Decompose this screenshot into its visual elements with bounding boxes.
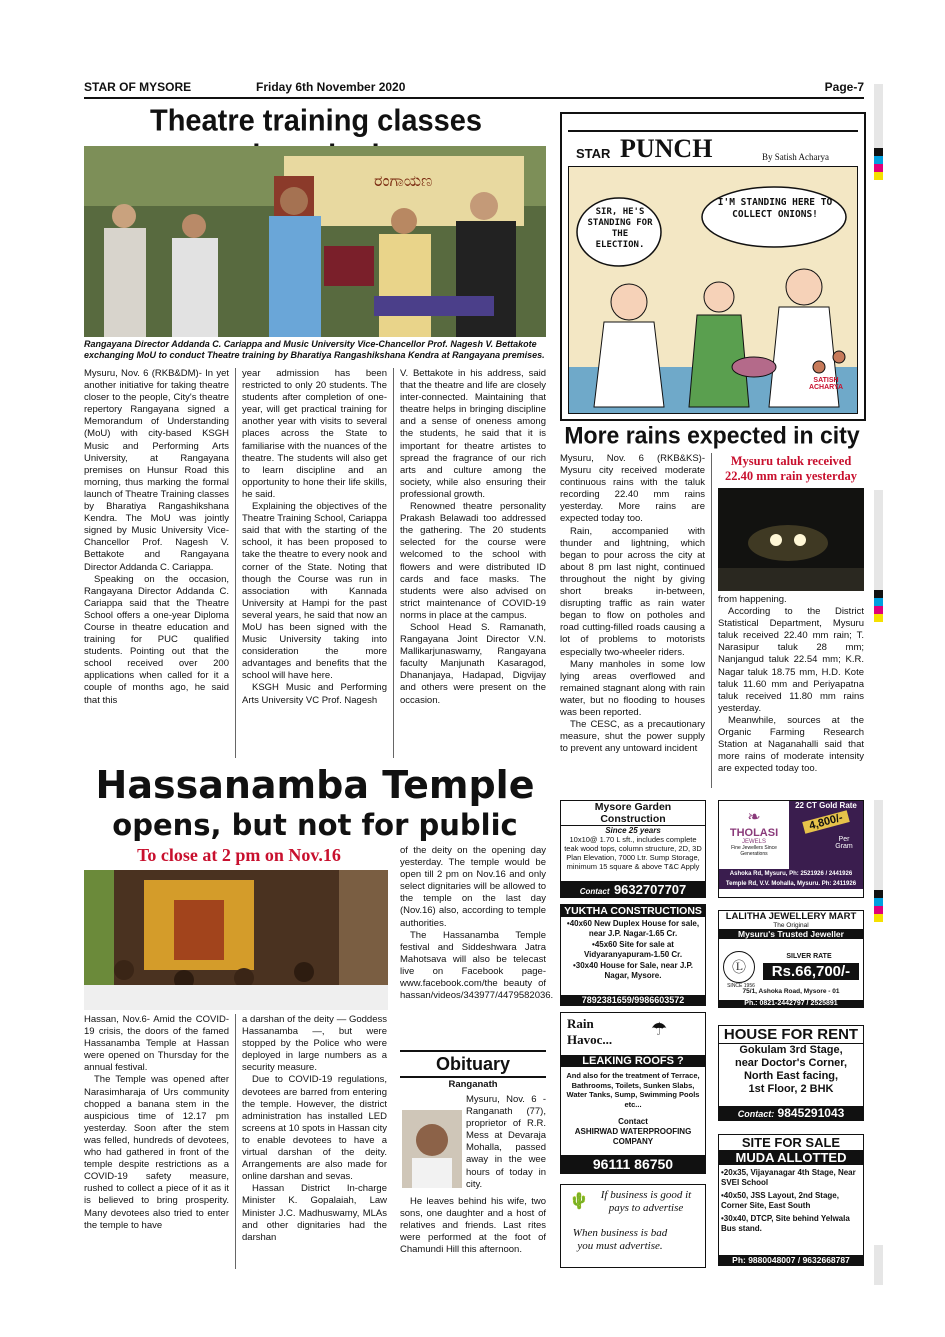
ad-lalitha-addr: 75/1, Ashoka Road, Mysore - 01 [742, 988, 840, 995]
ad-lalitha-since: SINCE 1956 [727, 983, 755, 989]
ad-yuktha [560, 904, 706, 1006]
ad-lalitha-title: LALITHA JEWELLERY MART [725, 911, 857, 922]
ad-tholasi-a2: Temple Rd, V.V. Mohalla, Mysuru. Ph: 2411926 [725, 881, 857, 887]
cartoon-panel [568, 166, 858, 414]
hassan-para: Hassan, Nov.6- Amid the COVID-19 crisis, the doors of the famed Hassanamba Temple at Hassan were opened on Thursday for the annual festival. [84, 1014, 229, 1074]
ad-biz-l2: When business is bad you must advertise. [572, 1227, 668, 1252]
obituary-text-2 [400, 1196, 546, 1256]
rains-col-2 [718, 594, 864, 775]
obituary-name: Ranganath [448, 1079, 498, 1090]
hassan-para: Due to COVID-19 regulations, devotees are barred from entering the temple. However, the district administration has installed LED screens at 10 spots in Hassan city to enable devotees to have a virtual darshan of the deity. Arrangements are also made for online darshan and sevas. [242, 1074, 387, 1183]
ad-yuktha-l2: •45x60 Site for sale at Vidyaranyapuram-1.50 Cr. [583, 940, 683, 959]
ad-house-phone: 9845291043 [777, 1106, 845, 1120]
ad-house-for-rent [718, 1025, 864, 1121]
theatre-para: Explaining the objectives of the Theatre Training School, Cariappa said that with the starting of the school, it has been proposed to take the theatre to every nook and corner of the State. Noting that though the Course was run in association with Kannada University at Hampi for the past several years, he said that now an MoU has been signed with the Music University taking into consideration the more advantages and benefits that the school will have here. [242, 501, 387, 682]
ad-site-l2: •40x50, JSS Layout, 2nd Stage, Corner Site, East South [721, 1191, 839, 1210]
ad-tholasi-rate: 4,800/- [802, 810, 850, 833]
rains-para: The CESC, as a precautionary measure, shut the power supply to prevent any untoward incident [560, 719, 705, 755]
ad-biz-l1: If business is good it pays to advertise [600, 1189, 692, 1214]
registration-bar-low [874, 800, 883, 922]
ad-tholasi-a1: Ashoka Rd, Mysuru, Ph: 2521926 / 2441926 [729, 871, 853, 877]
theatre-para: Mysuru, Nov. 6 (RKB&DM)- In yet another initiative for taking theatre closer to the people, City's theatre repertory Rangayana signed a Memorandum of Understanding (MoU) with city-based KSGH Music and Performing Arts University, at Rangayana premises on Hunsur Road this morning, thus marking the formal launch of Theatre Training classes by Bharatiya Rangashikshana Kendra. The MoU was jointly signed by Music University Vice-Chancellor Prof. Nagesh V. Bettakote and Rangayana Director Addanda C. Cariappa. [84, 368, 229, 573]
ad-lalitha-orig: The Original [773, 922, 809, 929]
ad-tholasi-brand: THOLASI [729, 827, 779, 839]
ad-rain-l5: Contact [618, 1117, 648, 1126]
masthead-rule [84, 97, 864, 99]
ad-tholasi-tag: Fine Jewellers Since Generations [731, 845, 777, 857]
ad-yuktha-title: YUKTHA CONSTRUCTIONS [561, 905, 705, 917]
rains-photo [718, 488, 864, 591]
ad-rain-l2: Havoc... [567, 1032, 613, 1047]
photo-banner-text: ರಂಗಾಯಣ [374, 171, 433, 190]
ad-house-l4: 1st Floor, 2 BHK [748, 1083, 834, 1095]
rains-para: According to the District Statistical Department, Mysuru taluk received 22.40 mm rain; T. Narasipur taluk 28 mm; Nanjangud taluk 22.54 mm; K.R. Nagar taluk 18.75 mm, H.D. Kote taluk 11.60 mm and Periyapatna taluk received 11.80 mm rains yesterday. [718, 606, 864, 714]
ad-site-t2: MUDA ALLOTTED [719, 1150, 863, 1165]
ad-garden-phone: 9632707707 [613, 882, 687, 897]
hassan-para: Hassan District In-charge Minister K. Gopalaiah, Law Minister J.C. Madhuswamy, MLAs and other dignitaries had the darshan [242, 1183, 387, 1243]
ad-garden-title: Mysore Garden Construction [561, 801, 705, 826]
theatre-photo [84, 146, 546, 337]
registration-bar-mid [874, 490, 883, 622]
cactus-icon: 🌵 [569, 1193, 589, 1210]
hassan-col-2 [242, 1014, 387, 1244]
theatre-para: V. Bettakote in his address, said that the theatre and life are closely inter-connected. Maintaining that theatre helps in bringing discipline and a sense of oneness among the students, he said that it is important for theatre artistes to spread the fragrance of our rich arts and culture among the society, while also ensuring their professional growth. [400, 368, 546, 500]
rains-subhead: Mysuru taluk received 22.40 mm rain yesterday [725, 454, 857, 483]
ad-rain-l3: LEAKING ROOFS ? [561, 1055, 705, 1067]
ad-site-t1: SITE FOR SALE [741, 1135, 841, 1150]
obituary-para: Mysuru, Nov. 6 - Ranganath (77), proprietor of R.R. Mess at Devaraja Mohalla, passed away in the wee hours of today in city. [466, 1094, 546, 1190]
registration-bar-top [874, 84, 883, 180]
hassan-para: The Temple was opened after Narasimharaja of Urs community chopped a banana stem in the auspicious time of 12.17 pm yesterday. Soon after the stem was felled, hundreds of devotees, who had gathered in front of the temple despite restrictions as a COVID-19 safety measure, rushed to collect a piece of it as it is believed to bring prosperity. Many devotees also tried to enter the temple to have [84, 1074, 229, 1231]
theatre-caption: Rangayana Director Addanda C. Cariappa and Music University Vice-Chancellor Prof. Nagesh V. Bettakote exchanging MoU to conduct Theatre training by Bharatiya Rangashikshana Kendra at Rangayana premises. [84, 339, 545, 360]
theatre-para: Speaking on the occasion, Rangayana Director Addanda C. Cariappa said that the Theatre School offers a one-year Diploma Course in theatre education and training for PUC qualified students. Pointing out that the school received over 200 applications when called for it a couple of months ago, he said that this [84, 573, 229, 706]
page-number: Page-7 [824, 80, 864, 94]
punch-byline: By Satish Acharya [762, 152, 829, 162]
registration-bar-bottom [874, 1245, 883, 1285]
ad-house-title: HOUSE FOR RENT [719, 1026, 863, 1044]
speech-bubble-1: SIR, HE'S STANDING FOR THE ELECTION. [587, 207, 653, 250]
cartoon-signature: SATISH ACHARYA [808, 377, 844, 391]
punch-star-label: STAR [576, 146, 611, 161]
ad-lalitha-silver: SILVER RATE [786, 953, 832, 960]
punch-title: PUNCH [620, 134, 713, 163]
ad-garden-contact: Contact [579, 887, 610, 896]
masthead [84, 80, 864, 96]
ad-garden-since: Since 25 years [605, 826, 661, 835]
issue-date: Friday 6th November 2020 [256, 80, 406, 94]
hassan-photo [84, 870, 388, 1010]
ad-tholasi-per: Per Gram [835, 836, 853, 850]
ad-mysore-garden [560, 800, 706, 898]
column-divider [235, 368, 236, 758]
ad-house-l2: near Doctor's Corner, [734, 1057, 848, 1069]
theatre-col-3 [400, 368, 546, 707]
column-divider [711, 453, 712, 788]
ad-site-for-sale [718, 1134, 864, 1266]
hassan-subhead: To close at 2 pm on Nov.16 [137, 845, 341, 865]
ad-site-l1: •20x35, Vijayanagar 4th Stage, Near SVEI School [721, 1168, 856, 1187]
theatre-col-2 [242, 368, 387, 707]
theatre-para: year admission has been restricted to only 20 students. The students after completion of one-year, will get practical training for another year with visits to several places across the State to familiarise with the nuances of the theatre. The students will also get to learn discipline and an opportunity to hone their life skills, he said. [242, 368, 387, 500]
hassan-para: of the deity on the opening day yesterday. The temple would be open till 2 pm on Nov.16 and only select dignitaries will be allowed to the temple on the last day (Nov.16) also, according to temple authorities. [400, 845, 546, 929]
ad-yuktha-phone: 7892381659/9986603572 [561, 995, 705, 1005]
tholasi-logo-icon: ❧ [747, 809, 761, 826]
ad-garden-details: 10x10@ 1.70 L sft., includes complete teak wood tops, column structure, 2D, 3D Plan Elevation, 7000 Ltr. Sump Storage, minimum 15 square & above T&C Apply [564, 835, 702, 871]
hassan-side-col [400, 845, 554, 1002]
theatre-para: KSGH Music and Performing Arts University VC Prof. Nagesh [242, 682, 387, 706]
obituary-title: Obituary [400, 1050, 546, 1078]
rains-para: Meanwhile, sources at the Organic Farming Research Station at Naganahalli said that more rains of moderate intensity are expected today too. [718, 714, 864, 775]
ad-lalitha-phone: Ph.: 0821-2442797 / 2525891 [719, 1000, 863, 1007]
ad-business [560, 1184, 706, 1268]
ad-site-phone: Ph: 9880048007 / 9632668787 [719, 1255, 863, 1265]
speech-bubble-2: I'M STANDING HERE TO COLLECT ONIONS! [717, 197, 833, 220]
column-divider [235, 1014, 236, 1269]
theatre-para: School Head S. Ramanath, Rangayana Joint Director V.N. Mallikarjunaswamy, Rangayana faculty Manjunath Kasaragod, Dhananjaya, Hadapad, Digvijay and others were present on the occasion. [400, 621, 546, 706]
paper-name: STAR OF MYSORE [84, 80, 192, 94]
theatre-para: Renowned theatre personality Prakash Belawadi too addressed the gathering. The 20 students selected for the course were welcomed to the school with flowers and were distributed ID cards and face masks. The students were also advised on strict maintenance of COVID-19 norms in place at the campus. [400, 501, 546, 621]
ad-rain-l1: Rain [567, 1016, 594, 1031]
ad-house-contact: Contact: [737, 1109, 775, 1119]
ad-rain-phone: 96111 86750 [561, 1155, 705, 1173]
theatre-col-1 [84, 368, 229, 707]
rains-para: Mysuru, Nov. 6 (RKB&KS)- Mysuru city received moderate continuous rains with the taluk recording 22.40 mm rains yesterday. More rains are expected today too. [560, 453, 705, 525]
hassan-headline-2: opens, but not for public [112, 808, 518, 842]
rains-para: from happening. [718, 594, 787, 605]
ad-rain-l6: ASHIRWAD WATERPROOFING COMPANY [574, 1127, 692, 1146]
ad-tholasi-rate-title: 22 CT Gold Rate [795, 801, 857, 810]
rains-col-1 [560, 453, 705, 755]
ad-lalitha [718, 910, 864, 1008]
ad-lalitha-trust: Mysuru's Trusted Jeweller [719, 929, 863, 939]
hassan-headline-1: Hassanamba Temple [95, 763, 535, 807]
ad-rain-l4: And also for the treatment of Terrace, Bathrooms, Toilets, Sunken Slabs, Water Tanks, Sump, Swimming Pools etc... [566, 1071, 700, 1109]
column-divider [393, 368, 394, 758]
obituary-para: He leaves behind his wife, two sons, one daughter and a host of relatives and friends. Last rites were performed at the foot of Chamundi Hill this afternoon. [400, 1196, 546, 1256]
theatre-headline: Theatre training classes [149, 104, 483, 138]
lalitha-logo-icon: Ⓛ [723, 951, 755, 983]
ad-tholasi-sub: JEWELS [741, 839, 766, 845]
ad-yuktha-l3: •30x40 House for Sale, near J.P. Nagar, Mysore. [572, 961, 694, 980]
umbrella-icon: ☂ [651, 1019, 668, 1039]
ad-tholasi [718, 800, 864, 898]
hassan-col-1 [84, 1014, 229, 1232]
rains-para: Rain, accompanied with thunder and lightning, which began to pour across the city at about 8 pm last night, continued throughout the night by giving short breaks in-between, disrupting traffic as rain water began to flow on potholes and road cutting-filled roads causing a lot of problems to motorists especially two-wheeler riders. [560, 525, 705, 658]
rains-para: Many manholes in some low lying areas overflowed and remained stagnant along with rain water, but no flooding to houses was been reported. [560, 658, 705, 718]
star-punch-cartoon [560, 112, 866, 421]
ad-house-l1: Gokulam 3rd Stage, [739, 1044, 843, 1056]
hassan-para: a darshan of the deity — Goddess Hassanamba —, but were stopped by the Police who were deployed in large numbers as a security measure. [242, 1014, 387, 1074]
ad-lalitha-rate: Rs.66,700/- [763, 963, 859, 980]
obituary-text-1 [400, 1094, 546, 1191]
hassan-para: The Hassanamba Temple festival and Siddeshwara Jatra Mahotsava will also be telecast live on Facebook page- www.facebook.com/the beauty of hassan/videos/343977/4479582036. [400, 929, 554, 1002]
ad-site-l3: •30x40, DTCP, Site behind Yelwala Bus stand. [721, 1214, 850, 1233]
ad-yuktha-l1: •40x60 New Duplex House for sale, near J.P. Nagar-1.65 Cr. [566, 919, 700, 938]
ad-ashirwad [560, 1012, 706, 1174]
rains-headline: More rains expected in city [564, 421, 860, 449]
ad-house-l3: North East facing, [743, 1070, 839, 1082]
